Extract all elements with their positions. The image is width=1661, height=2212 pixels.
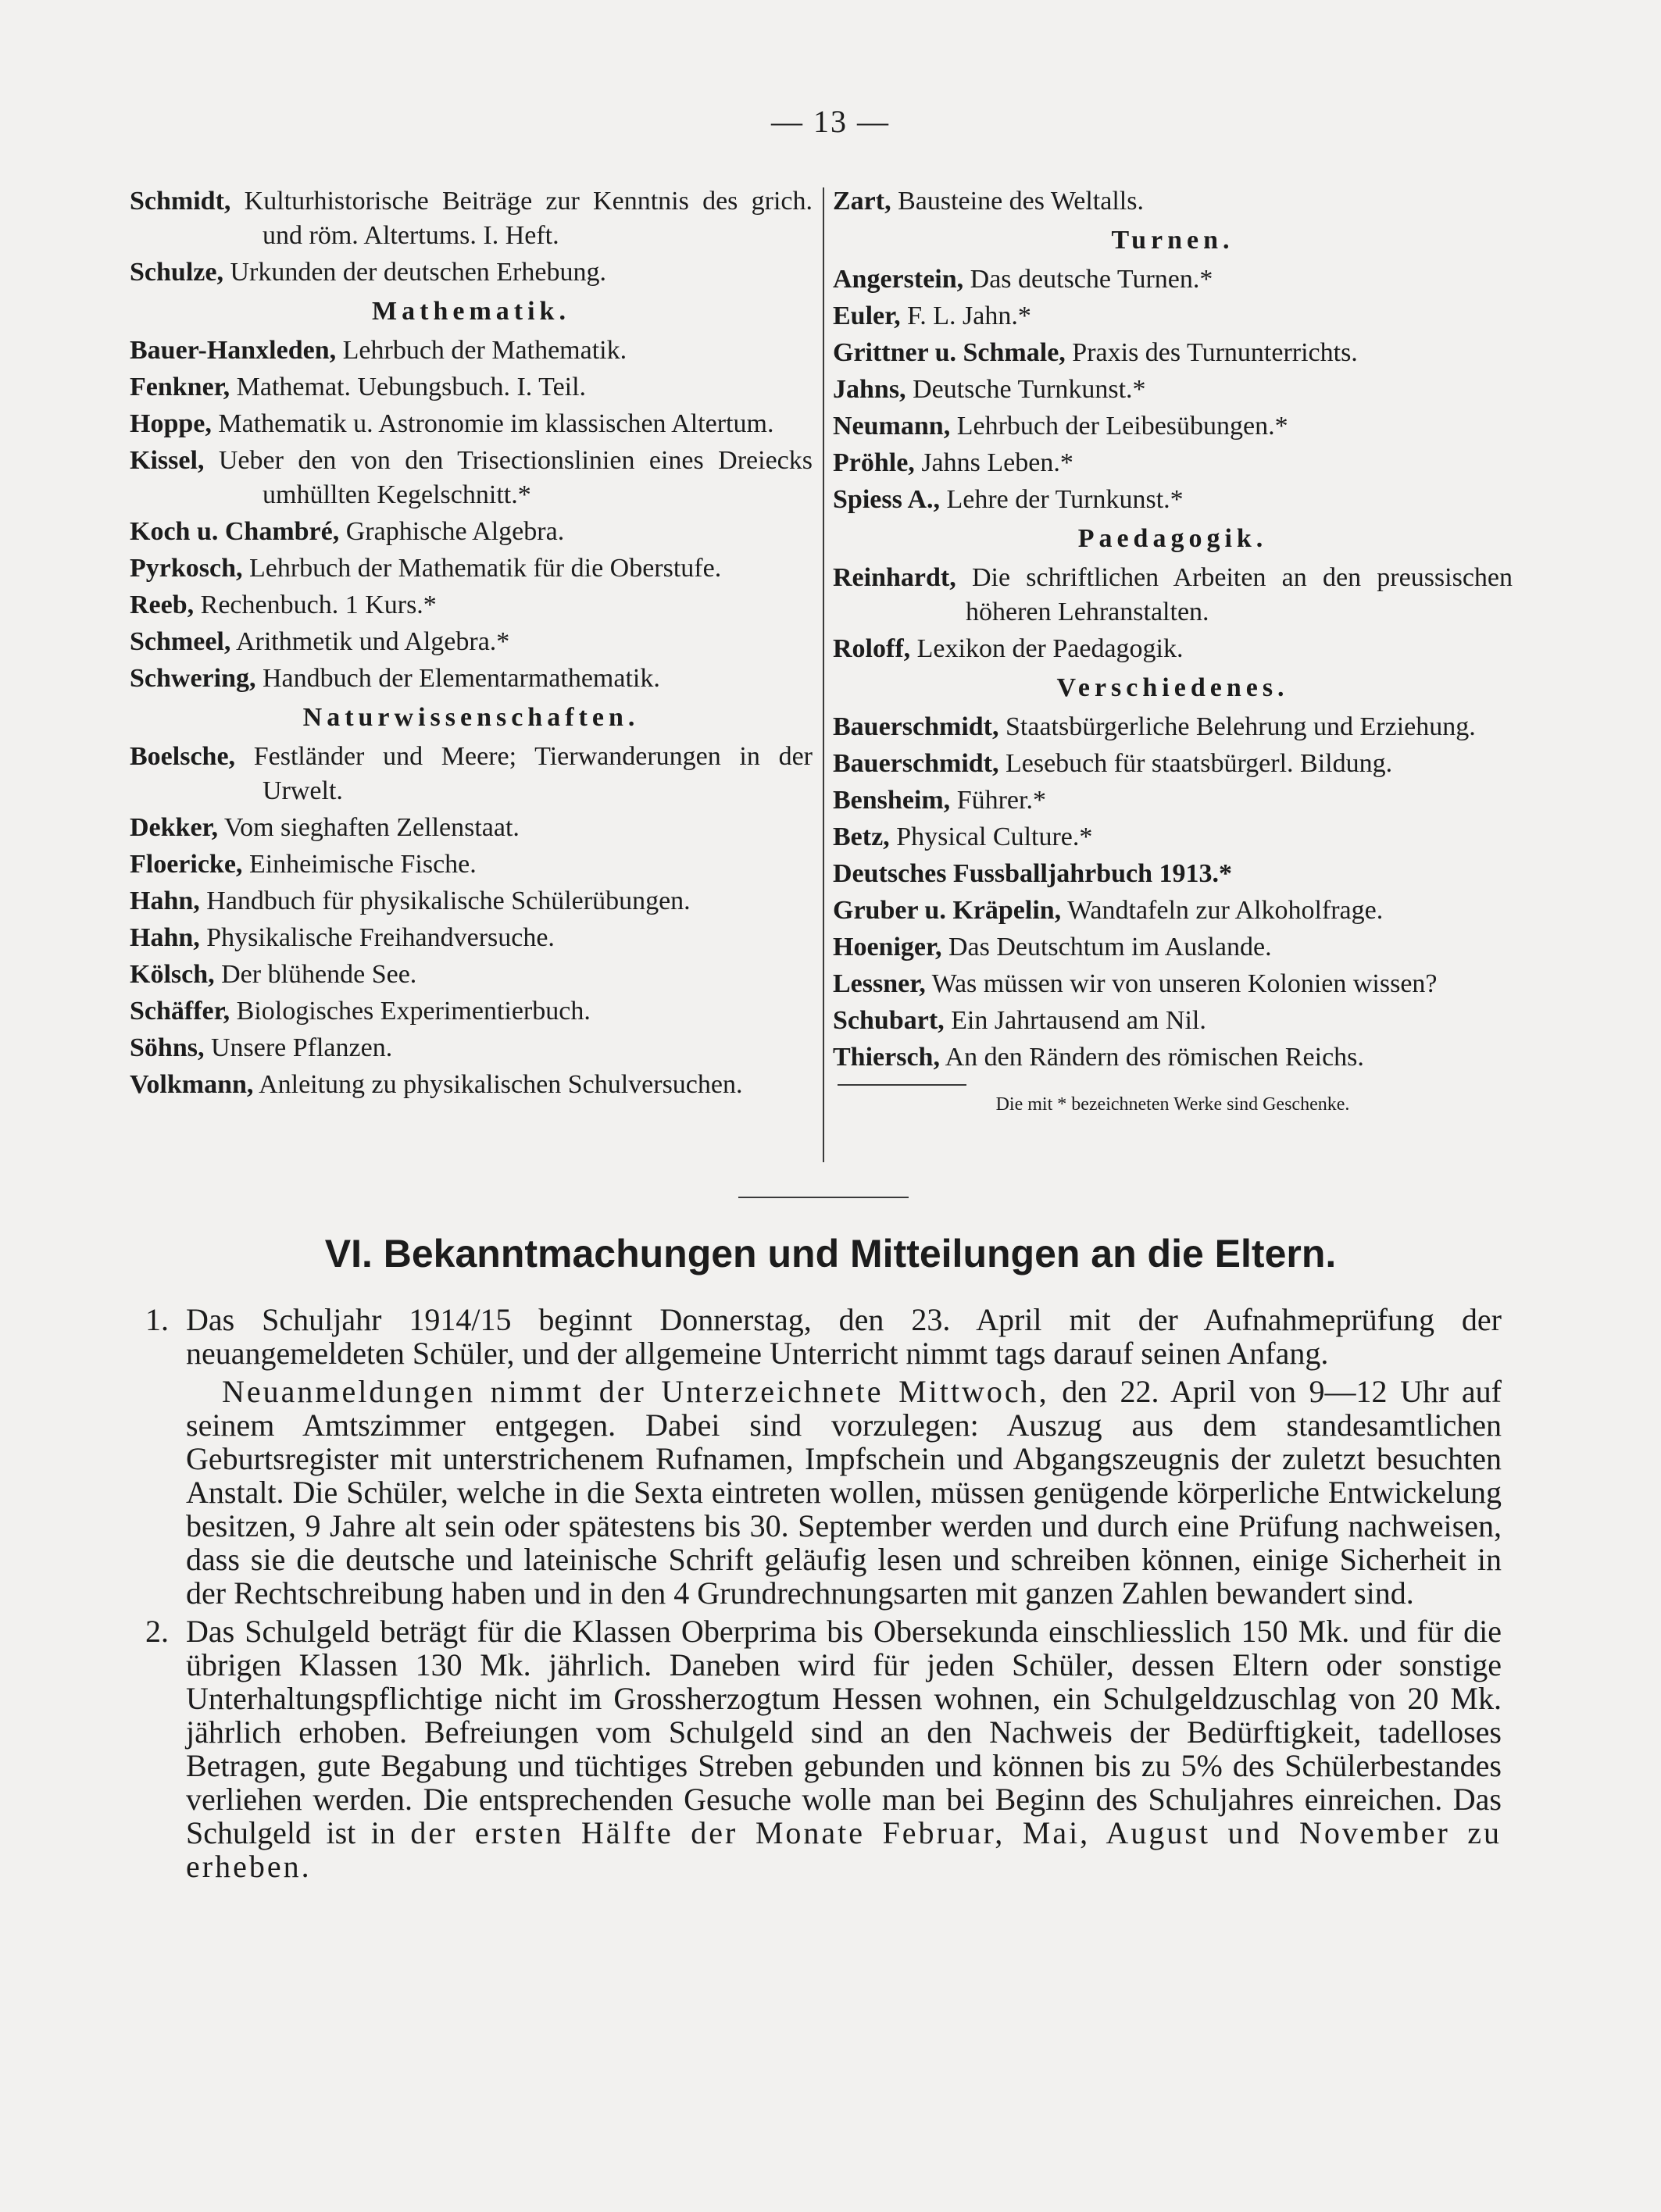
book-author: Spiess A.,: [833, 485, 940, 514]
book-author: Söhns,: [130, 1033, 205, 1062]
book-entry: [130, 740, 813, 808]
section-title: VI. Bekanntmachungen und Mitteilungen an die Eltern.: [324, 1232, 1337, 1275]
book-title: Jahns Leben.*: [921, 448, 1073, 477]
heading-paedagogik: Paedagogik.: [1077, 524, 1268, 553]
book-entry: [833, 632, 1513, 666]
book-title: Mathemat. Uebungsbuch. I. Teil.: [236, 373, 587, 401]
book-title: Die schriftlichen Arbeiten an den preussischen höheren Lehranstalten.: [966, 563, 1513, 626]
book-title: Unsere Pflanzen.: [210, 1033, 393, 1062]
book-author: Schmidt,: [130, 187, 231, 216]
book-title: Führer.*: [956, 786, 1046, 815]
book-entry: [130, 551, 813, 586]
heading-mathematik: Mathematik.: [372, 297, 570, 326]
book-author: Hahn,: [130, 887, 200, 915]
book-author: Grittner u. Schmale,: [833, 338, 1066, 367]
book-author: Reinhardt,: [833, 563, 956, 592]
book-entry: [833, 710, 1513, 744]
book-title: Das deutsche Turnen.*: [970, 265, 1213, 294]
book-author: Jahns,: [833, 375, 906, 404]
book-entry: [130, 921, 813, 955]
book-author: Neumann,: [833, 412, 951, 441]
book-author: Deutsches Fussballjahrbuch 1913.*: [833, 859, 1233, 888]
book-author: Kissel,: [130, 446, 205, 475]
book-author: Schulze,: [130, 258, 223, 287]
book-entry: [833, 1040, 1513, 1075]
book-title: Praxis des Turnunterrichts.: [1072, 338, 1358, 367]
book-entry: [130, 994, 813, 1029]
book-title: An den Rändern des römischen Reichs.: [945, 1043, 1364, 1072]
book-entry: [130, 625, 813, 659]
book-author: Pröhle,: [833, 448, 915, 477]
book-author: Lessner,: [833, 969, 926, 998]
book-title: Einheimische Fische.: [248, 850, 477, 879]
book-author: Betz,: [833, 822, 890, 851]
book-entry: [130, 184, 813, 253]
book-title: Anleitung zu physikalischen Schulversuchen.: [259, 1070, 743, 1099]
section-separator: [738, 1197, 909, 1198]
footnote-rule: [838, 1084, 966, 1086]
book-author: Pyrkosch,: [130, 554, 243, 583]
book-title: Kulturhistorische Beiträge zur Kenntnis des grich. und röm. Altertums. I. Heft.: [244, 187, 813, 250]
book-author: Volkmann,: [130, 1070, 254, 1099]
book-entry: [833, 483, 1513, 517]
book-entry: [833, 820, 1513, 854]
notice-item-1-registration: [145, 1375, 1502, 1610]
book-title: Vom sieghaften Zellenstaat.: [223, 813, 520, 842]
book-title: Staatsbürgerliche Belehrung und Erziehung.: [1006, 712, 1476, 741]
book-title: Graphische Algebra.: [345, 517, 565, 546]
book-author: Bauerschmidt,: [833, 749, 999, 778]
book-title: Rechenbuch. 1 Kurs.*: [200, 590, 437, 619]
book-entry: [130, 1068, 813, 1102]
book-title: Lehrbuch der Mathematik für die Oberstufe.: [249, 554, 722, 583]
heading-verschiedenes: Verschiedenes.: [1056, 673, 1289, 702]
item-number: 2.: [145, 1614, 169, 1649]
book-author: Dekker,: [130, 813, 219, 842]
book-title: Bausteine des Weltalls.: [898, 187, 1144, 216]
book-author: Schwering,: [130, 664, 256, 693]
book-title: Lexikon der Paedagogik.: [916, 634, 1184, 663]
right-top-list: [833, 184, 1513, 219]
book-entry: [130, 811, 813, 845]
book-title: Biologisches Experimentierbuch.: [236, 997, 591, 1026]
book-entry: [130, 662, 813, 696]
book-entry: [833, 967, 1513, 1001]
book-entry: [130, 958, 813, 992]
book-title: Mathematik u. Astronomie im klassischen Altertum.: [218, 409, 774, 438]
book-title: Physikalische Freihandversuche.: [206, 923, 555, 952]
book-author: Kölsch,: [130, 960, 215, 989]
right-column: [833, 184, 1513, 1117]
paed-list: [833, 561, 1513, 666]
book-author: Bensheim,: [833, 786, 951, 815]
book-title: Deutsche Turnkunst.*: [913, 375, 1146, 404]
book-author: Fenkner,: [130, 373, 230, 401]
book-entry: [833, 446, 1513, 480]
book-entry: [833, 1004, 1513, 1038]
book-entry: [130, 847, 813, 882]
book-title: Handbuch der Elementarmathematik.: [263, 664, 660, 693]
book-author: Gruber u. Kräpelin,: [833, 896, 1062, 925]
book-title: Urkunden der deutschen Erhebung.: [230, 258, 606, 287]
book-author: Floericke,: [130, 850, 243, 879]
book-entry: [833, 894, 1513, 928]
math-list: [130, 334, 813, 696]
turnen-list: [833, 262, 1513, 517]
book-author: Bauer-Hanxleden,: [130, 336, 337, 365]
book-author: Bauerschmidt,: [833, 712, 999, 741]
book-entry: [833, 857, 1513, 891]
column-divider: [823, 187, 824, 1162]
book-author: Koch u. Chambré,: [130, 517, 340, 546]
book-author: Boelsche,: [130, 742, 236, 771]
book-author: Hoppe,: [130, 409, 212, 438]
book-entry: [130, 255, 813, 290]
book-author: Zart,: [833, 187, 891, 216]
item-text: den 22. April von 9—12 Uhr auf seinem Amtszimmer entgegen. Dabei sind vorzulegen: Auszug aus dem standesamtlichen Geburtsregister mit unterstrichenem Rufnamen, Impfschein und Abgangszeugnis der zuletzt besuchten Anstalt. Die Schüler, welche in die Sexta eintreten wollen, müssen genügende körperliche Entwickelung besitzen, 9 Jahre alt sein oder spätestens bis 30. September werden und durch eine Prüfung nachweisen, dass sie die deutsche und lateinische Schrift geläufig lesen und schreiben können, einige Sicherheit in der Rechtschreibung haben und in den 4 Grundrechnungsarten mit ganzen Zahlen bewandert sind.: [186, 1374, 1502, 1611]
book-title: Arithmetik und Algebra.*: [235, 627, 510, 656]
item-text: Das Schulgeld beträgt für die Klassen Oberprima bis Obersekunda einschliesslich 150 Mk. und für die übrigen Klassen 130 Mk. jährlich. Daneben wird für jeden Schüler, dessen Eltern oder sonstige Unterhaltungspflichtige nicht im Grossherzogtum Hessen wohnen, ein Schulgeldzuschlag von 20 Mk. jährlich erhoben. Befreiungen vom Schulgeld sind an den Nachweis der Bedürftigkeit, tadelloses Betragen, gute Begabung und tüchtiges Streben gebunden und können bis zu 5% des Schülerbestandes verliehen werden. Die entsprechenden Gesuche wolle man bei Beginn des Schuljahres einreichen. Das Schulgeld ist in: [186, 1614, 1502, 1850]
book-title: Der blühende See.: [221, 960, 417, 989]
footnote: Die mit * bezeichneten Werke sind Geschenke.: [995, 1094, 1350, 1115]
item-number: 1.: [145, 1302, 169, 1337]
book-entry: [833, 373, 1513, 407]
book-title: Lesebuch für staatsbürgerl. Bildung.: [1006, 749, 1393, 778]
book-entry: [130, 407, 813, 441]
book-author: Schäffer,: [130, 997, 230, 1026]
notice-item-1: [145, 1303, 1502, 1370]
book-entry: [833, 561, 1513, 630]
book-title: Ueber den von den Trisectionslinien eines Dreiecks umhüllten Kegelschnitt.*: [218, 446, 813, 509]
book-entry: [130, 588, 813, 623]
book-entry: [130, 334, 813, 368]
book-entry: [833, 299, 1513, 334]
item-lead: Neuanmeldungen nimmt der Unterzeichnete Mittwoch,: [222, 1374, 1049, 1409]
book-title: Handbuch für physikalische Schülerübungen.: [206, 887, 691, 915]
page-number: — 13 —: [771, 104, 890, 139]
book-title: Ein Jahrtausend am Nil.: [951, 1006, 1206, 1035]
book-entry: [833, 783, 1513, 818]
book-author: Roloff,: [833, 634, 911, 663]
section-body: [145, 1303, 1502, 1888]
book-title: Lehrbuch der Mathematik.: [342, 336, 627, 365]
book-entry: [130, 1031, 813, 1065]
versch-list: [833, 710, 1513, 1075]
book-entry: [833, 930, 1513, 965]
book-title: Physical Culture.*: [896, 822, 1093, 851]
book-author: Thiersch,: [833, 1043, 940, 1072]
book-title: Lehre der Turnkunst.*: [946, 485, 1184, 514]
notice-item-2: [145, 1614, 1502, 1883]
book-entry: [130, 444, 813, 512]
book-entry: [833, 184, 1513, 219]
book-entry: [130, 370, 813, 405]
book-author: Hahn,: [130, 923, 200, 952]
book-author: Schubart,: [833, 1006, 945, 1035]
book-author: Hoeniger,: [833, 933, 942, 962]
book-entry: [833, 336, 1513, 370]
book-title: Festländer und Meere; Tierwanderungen in der Urwelt.: [253, 742, 813, 805]
book-author: Euler,: [833, 301, 901, 330]
left-column: [130, 184, 813, 1104]
book-entry: [833, 747, 1513, 781]
book-entry: [130, 884, 813, 919]
book-title: Das Deutschtum im Auslande.: [948, 933, 1272, 962]
book-title: Lehrbuch der Leibesübungen.*: [956, 412, 1288, 441]
book-entry: [833, 262, 1513, 297]
book-entry: [833, 409, 1513, 444]
book-author: Reeb,: [130, 590, 195, 619]
book-title: Was müssen wir von unseren Kolonien wissen?: [931, 969, 1438, 998]
heading-naturwissenschaften: Naturwissenschaften.: [302, 703, 640, 732]
nat-list: [130, 740, 813, 1102]
book-title: F. L. Jahn.*: [907, 301, 1031, 330]
book-author: Schmeel,: [130, 627, 231, 656]
book-entry: [130, 515, 813, 549]
book-author: Angerstein,: [833, 265, 964, 294]
item-tail: der ersten Hälfte der Monate Februar, Mai, August und November zu erheben.: [186, 1815, 1502, 1884]
heading-turnen: Turnen.: [1111, 226, 1234, 255]
item-text: Das Schuljahr 1914/15 beginnt Donnerstag, den 23. April mit der Aufnahmeprüfung der neuangemeldeten Schüler, und der allgemeine Unterricht nimmt tags darauf seinen Anfang.: [186, 1302, 1502, 1371]
book-title: Wandtafeln zur Alkoholfrage.: [1067, 896, 1384, 925]
left-top-list: [130, 184, 813, 290]
